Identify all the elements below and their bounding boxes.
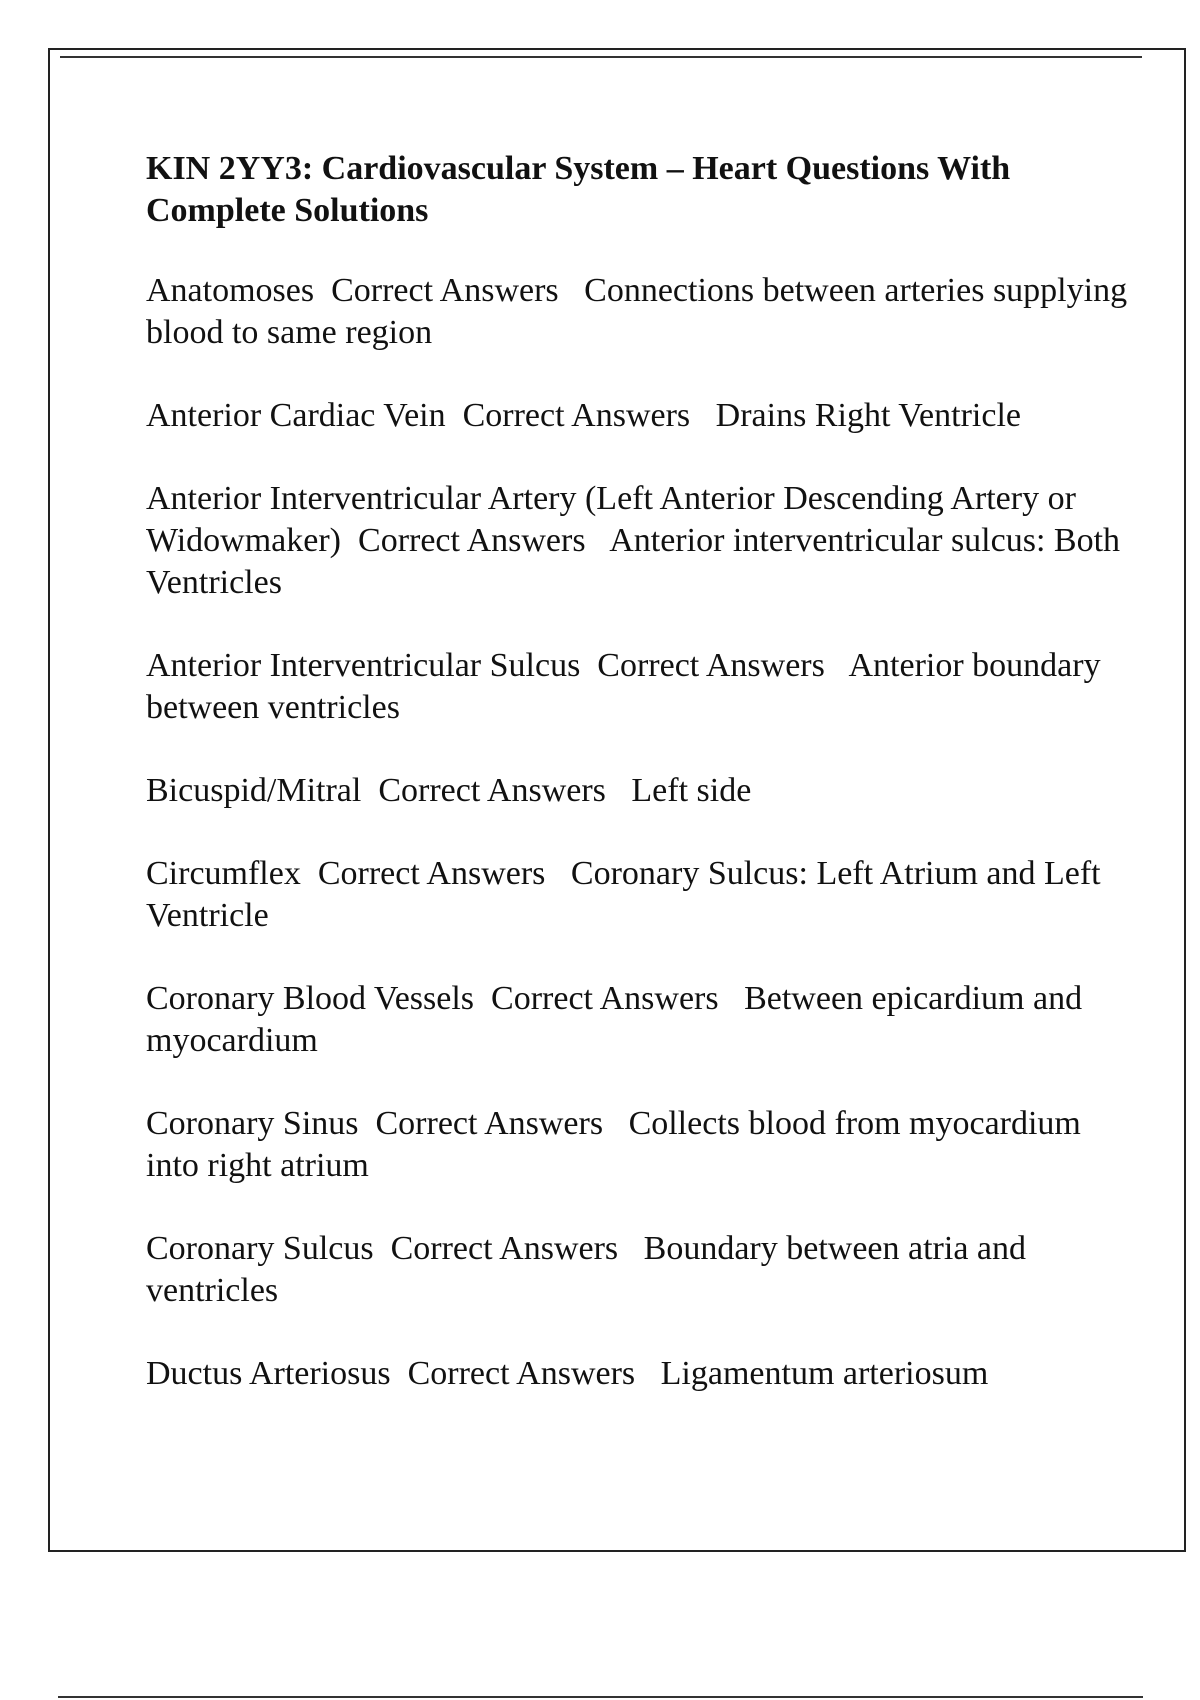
qa-marker: Correct Answers — [462, 397, 691, 434]
qa-item-coronary-blood-vessels — [146, 978, 1136, 1062]
qa-item-bicuspid-mitral — [146, 770, 1136, 812]
qa-marker: Correct Answers — [491, 980, 719, 1017]
qa-marker: Correct Answers — [597, 647, 825, 684]
qa-item-anterior-cardiac-vein — [146, 395, 1136, 437]
qa-answer: Boundary between atria and ventricles — [146, 1230, 1035, 1309]
qa-answer: Left side — [631, 772, 752, 809]
qa-marker: Correct Answers — [390, 1230, 619, 1267]
bottom-rule — [58, 1696, 1143, 1698]
qa-term: Ductus Arteriosus — [146, 1355, 391, 1392]
qa-term: Coronary Sulcus — [146, 1230, 374, 1267]
top-rule — [60, 56, 1142, 58]
qa-item-ductus-arteriosus — [146, 1353, 1136, 1395]
qa-marker: Correct Answers — [331, 272, 559, 309]
qa-marker: Correct Answers — [358, 522, 586, 559]
qa-item-coronary-sinus — [146, 1103, 1136, 1187]
document-title: KIN 2YY3: Cardiovascular System – Heart Questions With Complete Solutions — [146, 150, 1011, 229]
qa-item-anterior-interventricular-artery — [146, 478, 1136, 604]
qa-item-anatomoses — [146, 270, 1136, 354]
qa-term: Anterior Interventricular Artery (Left Anterior Descending Artery or Widowmaker) — [146, 480, 1084, 559]
qa-item-circumflex — [146, 853, 1136, 937]
qa-answer: Ligamentum arteriosum — [660, 1355, 989, 1392]
qa-answer: Between epicardium and myocardium — [146, 980, 1091, 1059]
qa-answer: Coronary Sulcus: Left Atrium and Left Ventricle — [146, 855, 1109, 934]
document-content — [146, 148, 1136, 1436]
qa-term: Coronary Blood Vessels — [146, 980, 475, 1017]
qa-term: Anterior Cardiac Vein — [146, 397, 446, 434]
qa-term: Circumflex — [146, 855, 301, 892]
qa-answer: Anterior boundary between ventricles — [146, 647, 1110, 726]
qa-item-anterior-interventricular-sulcus — [146, 645, 1136, 729]
qa-term: Coronary Sinus — [146, 1105, 359, 1142]
qa-term: Bicuspid/Mitral — [146, 772, 362, 809]
qa-answer: Collects blood from myocardium into right atrium — [146, 1105, 1090, 1184]
qa-answer: Drains Right Ventricle — [715, 397, 1021, 434]
qa-answer: Connections between arteries supplying blood to same region — [146, 272, 1136, 351]
qa-marker: Correct Answers — [407, 1355, 636, 1392]
qa-term: Anatomoses — [146, 272, 315, 309]
qa-marker: Correct Answers — [317, 855, 546, 892]
qa-term: Anterior Interventricular Sulcus — [146, 647, 581, 684]
qa-marker: Correct Answers — [375, 1105, 604, 1142]
qa-answer: Anterior interventricular sulcus: Both Ventricles — [146, 522, 1128, 601]
qa-item-coronary-sulcus — [146, 1228, 1136, 1312]
qa-marker: Correct Answers — [378, 772, 606, 809]
page-frame — [48, 48, 1186, 1552]
